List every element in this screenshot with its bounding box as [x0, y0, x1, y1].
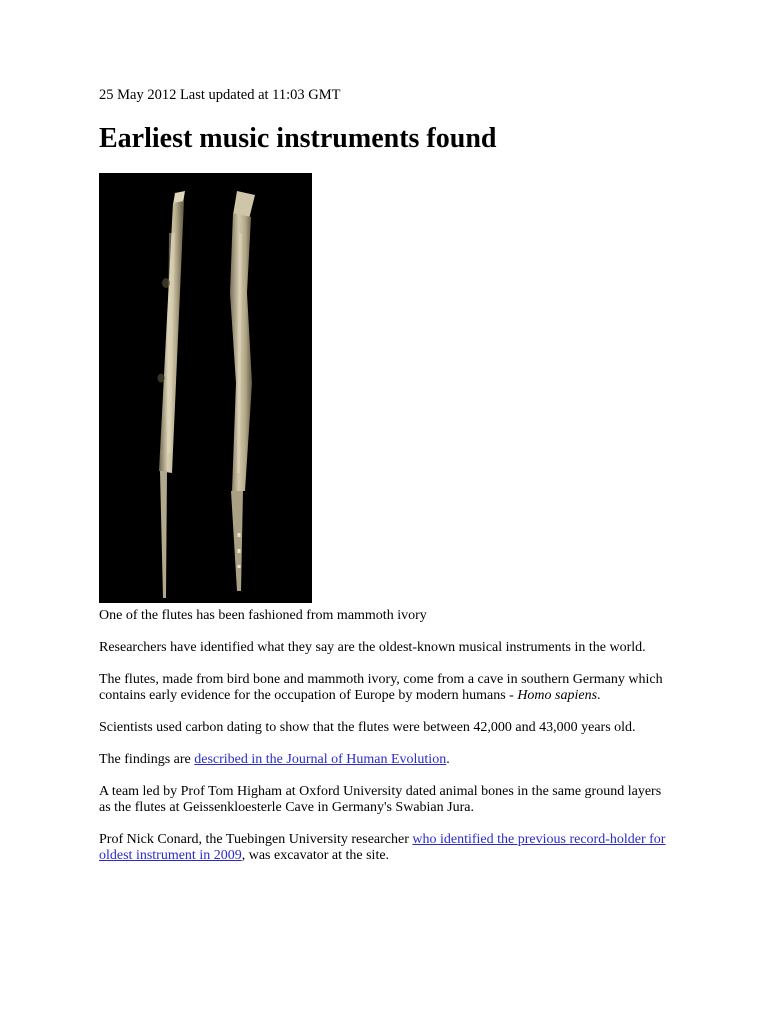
paragraph-4-text: The findings are	[99, 752, 195, 767]
species-name: Homo sapiens	[517, 688, 598, 703]
journal-link[interactable]: described in the Journal of Human Evolution	[194, 752, 447, 767]
flutes-illustration	[99, 173, 312, 603]
paragraph-6-text: Prof Nick Conard, the Tuebingen University researcher	[99, 832, 413, 847]
article	[99, 86, 669, 864]
flutes-photo	[99, 173, 312, 603]
paragraph-1: Researchers have identified what they say are the oldest-known musical instruments in the world.	[99, 640, 646, 655]
paragraph-5: A team led by Prof Tom Higham at Oxford University dated animal bones in the same ground layers as the flutes at Geissenkloesterle Cave in Germany's Swabian Jura.	[99, 784, 662, 815]
article-headline: Earliest music instruments found	[99, 123, 497, 154]
previous-record-link[interactable]: who identified the previous record-holder for oldest instrument in 2009	[99, 832, 666, 863]
paragraph-2-text: The flutes, made from bird bone and mammoth ivory, come from a cave in southern Germany which contains early evidence for the occupation of Europe by modern humans -	[99, 672, 663, 703]
paragraph-2-end: .	[597, 688, 601, 703]
paragraph-6	[99, 832, 669, 864]
paragraph-4-end: .	[446, 752, 450, 767]
paragraph-6-end: , was excavator at the site.	[241, 848, 390, 863]
paragraph-2	[99, 672, 669, 704]
paragraph-3: Scientists used carbon dating to show that the flutes were between 42,000 and 43,000 years old.	[99, 720, 636, 735]
image-caption: One of the flutes has been fashioned from mammoth ivory	[99, 608, 427, 623]
article-dateline: 25 May 2012 Last updated at 11:03 GMT	[99, 87, 341, 103]
paragraph-4	[99, 752, 669, 768]
